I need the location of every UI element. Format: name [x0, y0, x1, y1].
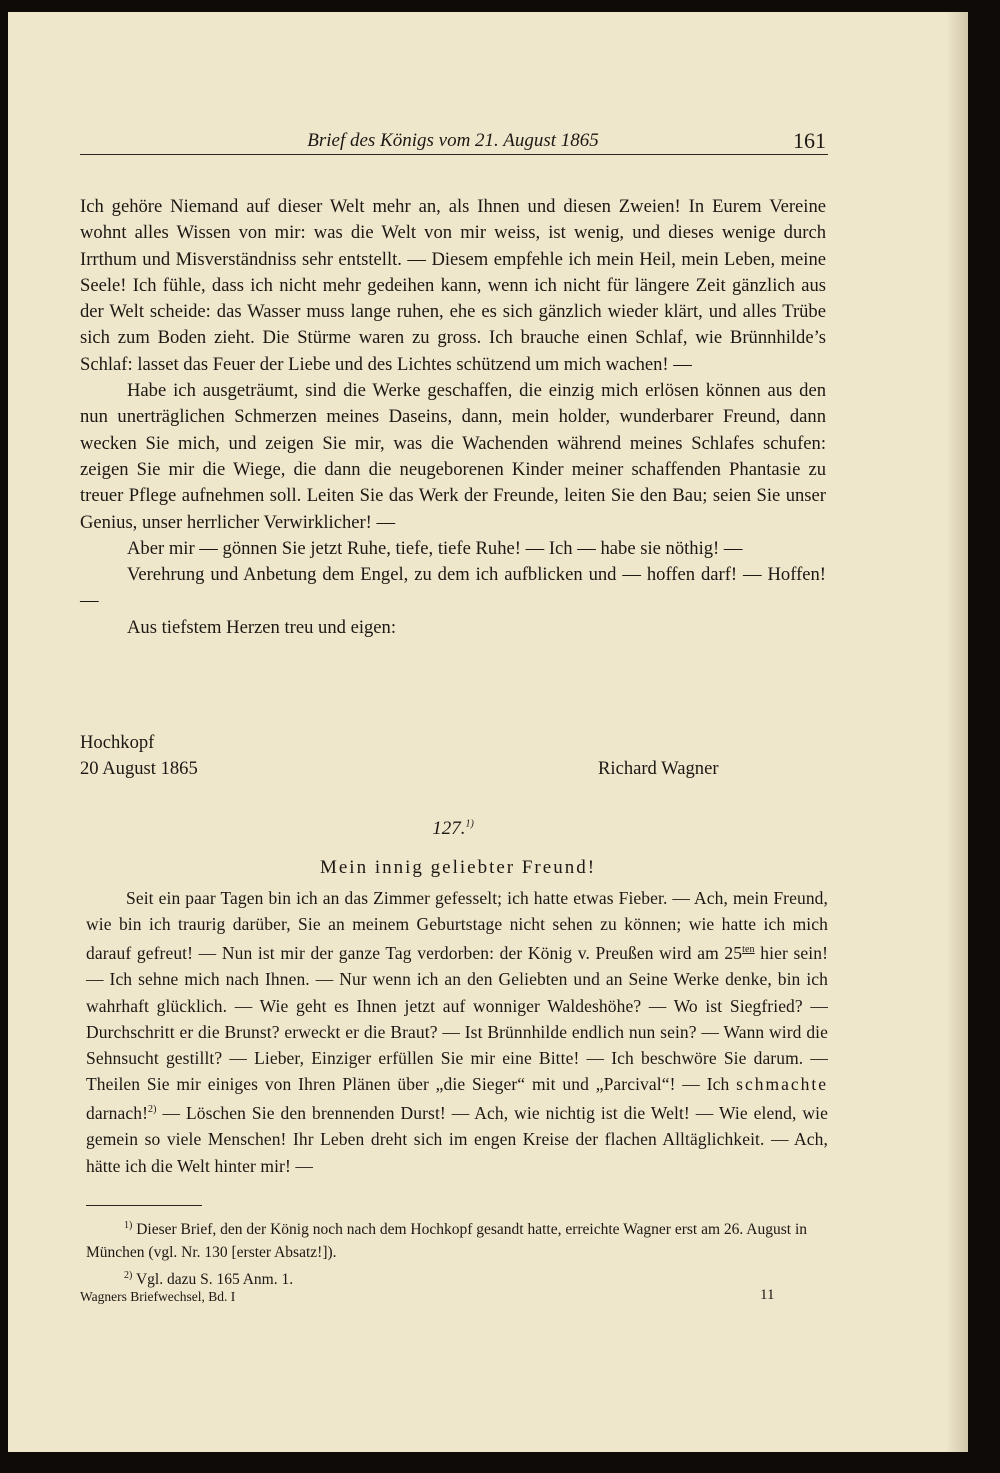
sheet-number: 11 [760, 1287, 775, 1303]
fraktur-letter-body [86, 885, 828, 1179]
letter-date: 20 August 1865 [80, 758, 198, 779]
closing-line: Aus tiefstem Herzen treu und eigen: [127, 616, 397, 638]
header-rule [80, 154, 828, 155]
letter-number: 127.$^{1)}$ [432, 818, 474, 839]
letter-body [80, 194, 826, 641]
letter-place: Hochkopf [80, 732, 155, 753]
paragraph: Verehrung und Anbetung dem Engel, zu dem ich aufblicken und — hoffen darf! — Hoffen! — [80, 564, 826, 612]
salutation: Mein innig geliebter Freund! [319, 857, 597, 878]
footnote: $^{2)}$ Vgl. dazu S. 165 Anm. 1. [124, 1270, 294, 1289]
letter-signature: Richard Wagner [598, 758, 719, 779]
running-header-title: Brief des Königs vom 21. August 1865 [307, 130, 599, 151]
page-edge-shadow [946, 12, 968, 1452]
printer-signature-line: Wagners Briefwechsel, Bd. I [80, 1289, 236, 1304]
book-page [8, 12, 968, 1452]
footnote-rule [86, 1205, 202, 1206]
paragraph: Habe ich ausgeträumt, sind die Werke geschaffen, die einzig mich erlösen können aus den nun unerträglichen Schmerzen meines Daseins, dann, mein holder, wunderbarer Freund, dann wecken Sie mich, und zeigen Sie mir, was die Wachenden während meines Schlafes schufen: zeigen Sie mir die Wiege, die dann die neugeborenen Kinder meiner schaffenden Phantasie zu treuer Pflege aufnehmen soll. Leiten Sie das Werk der Freunde, leiten Sie den Bau; seien Sie unser Genius, unser herrlicher Verwirklicher! — [80, 380, 826, 533]
paragraph: Aber mir — gönnen Sie jetzt Ruhe, tiefe, tiefe Ruhe! — Ich — habe sie nöthig! — [127, 537, 743, 559]
paragraph: Seit ein paar Tagen bin ich an das Zimmer gefesselt; ich hatte etwas Fieber. — Ach, mein Freund, wie bin ich traurig darüber, Sie an meinem Geburtstage nicht sehen zu können; wie hatte ich mich darauf gefreut! — Nun ist mir der ganze Tag verdorben: der König v. Preußen wird am $25^{ten}$ hier sein! — Ich sehne mich nach Ihnen. — Nur wenn ich an den Geliebten und an Seine Werke denke, bin ich wahrhaft glücklich. — Wie geht es Ihnen jetzt auf wonniger Waldeshöhe? — Wo ist Siegfried? — Durchschritt er die Brunst? erweckt er die Braut? — Ist Brünnhilde endlich nun sein? — Wann wird die Sehnsucht gestillt? — Lieber, Einziger erfüllen Sie mir eine Bitte! — Ich beschwöre Sie darum. — Theilen Sie mir einiges von Ihren Plänen über „die Sieger“ mit und „Parcival“! — Ich schmachte darnach!$^{2)}$ — Löschen Sie den brennenden Durst! — Ach, wie nichtig ist die Welt! — Wie elend, wie gemein so viele Menschen! Ihr Leben dreht sich im engen Kreise der flachen Alltäglichkeit. — Ach, hätte ich die Welt hinter mir! — [86, 888, 828, 1176]
page-number: 161 [793, 128, 826, 153]
footnote: $^{1)}$ Dieser Brief, den der König noch nach dem Hochkopf gesandt hatte, erreichte Wagner erst am 26. August in München (vgl. Nr. 130 [erster Absatz!]). [86, 1220, 808, 1262]
footnotes [86, 1214, 828, 1291]
paragraph: Ich gehöre Niemand auf dieser Welt mehr an, als Ihnen und diesen Zweien! In Eurem Vereine wohnt alles Wissen von mir: was die Welt von mir weiss, ist wenig, und dieses wenige durch Irrthum und Misverständniss sehr entstellt. — Diesem empfehle ich mein Heil, mein Leben, meine Seele! Ich fühle, dass ich nicht mehr gedeihen kann, wenn ich nicht für längere Zeit gänzlich aus der Welt scheide: das Wasser muss lange ruhen, ehe es sich gänzlich wieder klärt, und alles Trübe sich zum Boden zieht. Die Stürme waren zu gross. Ich brauche einen Schlaf, wie Brünnhilde’s Schlaf: lasset das Feuer der Liebe und des Lichtes schützend um mich wachen! — [80, 196, 826, 375]
